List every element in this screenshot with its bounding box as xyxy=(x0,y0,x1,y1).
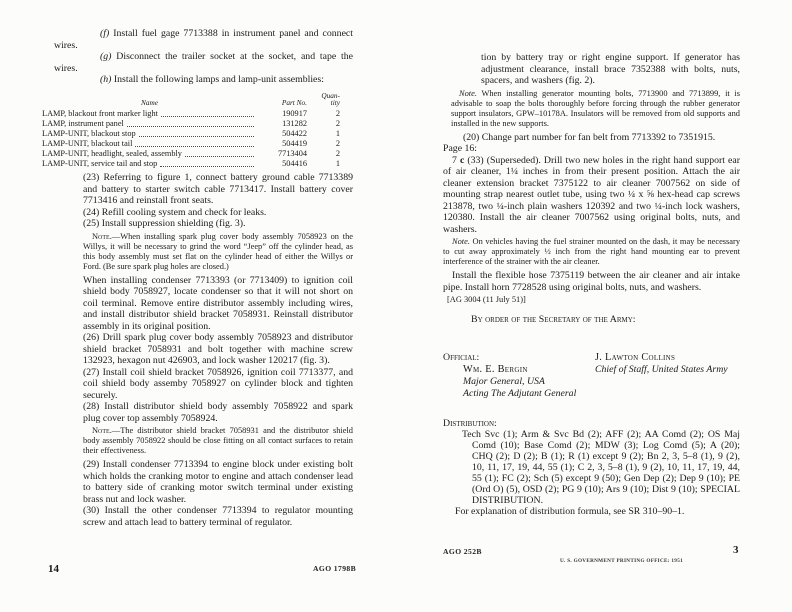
paragraph-25: (25) Install suppression shielding (fig. 3). xyxy=(83,218,246,230)
paragraph-20: (20) Change part number for fan belt from 7713392 to 7351915. xyxy=(463,131,716,143)
chief-of-staff-name: J. Lawton Collins xyxy=(595,351,676,363)
paragraph-condenser: When installing condenser 7713393 (or 7713409) to ignition coil shield body 7058927, locate condenser so that it will not short on coil terminal. Remove entire distributor assembly including wires, and install distributor shield bracket 7058931. Reinstall distributor assembly in its original position. xyxy=(83,274,353,332)
part-name: LAMP-UNIT, service tail and stop xyxy=(42,159,158,169)
table-row xyxy=(42,159,340,169)
dot-leader xyxy=(160,159,254,167)
part-name: LAMP, instrument panel xyxy=(42,119,124,129)
paragraph-27: (27) Install coil shield bracket 7058926, ignition coil 7713377, and coil shield body assemby 7058927 on cylinder block and tighten securely. xyxy=(83,366,353,401)
part-qty: 1 xyxy=(335,159,340,169)
distribution-list: Tech Svc (1); Arm & Svc Bd (2); AFF (2); AA Comd (2); OS Maj Comd (10); Base Comd (2); MDW (3); Log Comd (5); A (20); CHQ (2); D (2); B (1); R (1) except 9 (2); Bn 2, 3, 5–8 (1), 9 (2), 10, 11, 17, 19, 44, 55 (1); C 2, 3, 5–8 (1), 9 (2), 10, 11, 17, 19, 44, 55 (1); FC (2); Sch (5) except 9 (50); Gen Dep (2); Dep 9 (10); PE (Ord O) (5), OSD (2); PG 9 (10); Ars 9 (10); Dist 9 (10); SPECIAL DISTRIBUTION. xyxy=(462,429,740,506)
col-header-part-no: Part No. xyxy=(281,98,307,108)
note-distributor-shield xyxy=(83,426,353,456)
para-number: 7 xyxy=(452,154,457,166)
para-letter: c xyxy=(459,154,465,166)
lamp-parts-table xyxy=(42,92,340,170)
col-header-name: Name xyxy=(140,98,159,108)
sub-item-f xyxy=(54,28,353,51)
note-label: Note.— xyxy=(92,426,121,436)
ag-reference-line: [AG 3004 (11 July 51)] xyxy=(447,295,526,304)
part-number: 504419 xyxy=(282,139,307,149)
part-number: 190917 xyxy=(282,109,307,119)
dot-leader xyxy=(185,149,254,157)
paragraph-flexible-hose: Install the flexible hose 7375119 between the air cleaner and air intake pipe. Install horn 7728528 using original bolts, nuts, and washers. xyxy=(443,270,740,293)
distribution-heading: Distribution: xyxy=(443,417,497,429)
part-number: 504422 xyxy=(282,129,307,139)
paragraph-30: (30) Install the other condenser 7713394 to regulator mounting screw and attach lead to battery terminal of regulator. xyxy=(83,505,353,528)
para-text: (33) (Superseded). Drill two new holes in the right hand support ear of air cleaner, 1¼ inches in from their present position. Attach the air cleaner extension bracket 7375122 to air cleaner 7007562 on side of mounting strap nearest outlet tube, using two ¼ x ⅝ hex-head cap screws 213878, two ¼-inch plain washers 120392 and two ¼-inch lock washers, 120380. Install the air cleaner 7007562 using original bolts, nuts, and washers. xyxy=(443,154,740,235)
paragraph-7c33 xyxy=(443,155,740,236)
official-title-1: Major General, USA xyxy=(463,375,545,387)
note-text: On vehicles having the fuel strainer mounted on the dash, it may be necessary to cut away approximately ½ inch from the right hand mounting ear to prevent interference of the strainer with the air cleaner. xyxy=(443,237,741,266)
sub-item-h xyxy=(54,74,353,86)
left-page xyxy=(42,28,353,528)
part-name: LAMP, blackout front marker light xyxy=(42,109,158,119)
dot-leader xyxy=(135,139,254,147)
official-label: Official: xyxy=(443,351,480,363)
table-row xyxy=(42,149,340,159)
signature-block xyxy=(443,352,740,400)
note-spark-plug xyxy=(83,232,353,272)
part-name: LAMP-UNIT, blackout stop xyxy=(42,129,136,139)
chief-of-staff-title: Chief of Staff, United States Army xyxy=(595,363,728,375)
part-qty: 2 xyxy=(335,149,340,159)
item-text: Install the following lamps and lamp-unit assemblies: xyxy=(113,74,324,85)
dot-leader xyxy=(161,109,254,117)
table-row xyxy=(42,119,340,129)
left-page-number: 14 xyxy=(48,563,59,575)
part-number: 131282 xyxy=(282,119,307,129)
table-row xyxy=(42,109,340,119)
official-title-2: Acting The Adjutant General xyxy=(463,387,577,399)
col-header-quantity: Quan-tity xyxy=(321,90,340,108)
paragraph-29: (29) Install condenser 7713394 to engine block under existing bolt which holds the cranking motor to engine and attach condenser lead to battery side of cranking motor switch terminal under existing brass nut and lock washer. xyxy=(83,459,353,505)
note-fuel-strainer xyxy=(443,237,740,267)
part-qty: 1 xyxy=(335,129,340,139)
official-name: Wm. E. Bergin xyxy=(463,363,528,375)
note-text: When installing spark plug cover body assembly 7058923 on the Willys, it will be necessary to grind the word “Jeep” off the cylinder head, as this body assembly must set flat on the cylinder head of either the Willys or Ford. (Be sure spark plug holes are closed.) xyxy=(83,231,353,271)
item-text: Install fuel gage 7713388 in instrument panel and connect wires. xyxy=(54,28,353,51)
part-number: 7713404 xyxy=(277,149,307,159)
note-label: Note. xyxy=(452,237,470,246)
left-ago-number: AGO 1798B xyxy=(313,564,357,573)
paragraph-26: (26) Drill spark plug cover body assembly 7058923 and distributor shield bracket 7058931 and bolt together with machine screw 132923, hexagon nut 426903, and lock washer 120217 (fig. 3). xyxy=(83,332,353,367)
note-text: The distributor shield bracket 7058931 and the distributor shield body assembly 7058922 should be close fitting on all contact surfaces to retain their effectiveness. xyxy=(83,426,353,456)
table-row xyxy=(42,139,340,149)
sub-item-g xyxy=(54,51,353,74)
part-qty: 2 xyxy=(335,109,340,119)
page-16-heading: Page 16: xyxy=(443,143,478,154)
part-number: 504416 xyxy=(282,159,307,169)
paragraph-24: (24) Refill cooling system and check for leaks. xyxy=(83,206,267,218)
spacer xyxy=(595,376,740,388)
part-qty: 2 xyxy=(335,139,340,149)
part-name: LAMP-UNIT, headlight, sealed, assembly xyxy=(42,149,182,159)
note-text: When installing generator mounting bolts, 7713900 and 7713899, it is advisable to soap the bolts thoroughly before forcing through the rubber generator support insulators, GPW–10178A. Insulators will be removed from old supports and installed in the new supports. xyxy=(451,88,740,128)
paragraph-28: (28) Install distributor shield body assembly 7058922 and spark plug cover top assembly 7058924. xyxy=(83,401,353,424)
item-letter: (f) xyxy=(100,28,110,39)
printing-office-imprint: U. S. GOVERNMENT PRINTING OFFICE: 1951 xyxy=(560,558,683,564)
distribution-formula-note: For explanation of distribution formula, see SR 310–90–1. xyxy=(455,506,685,517)
right-ago-number: AGO 252B xyxy=(443,547,482,556)
numbered-item-list xyxy=(83,172,353,528)
part-name: LAMP-UNIT, blackout tail xyxy=(42,139,133,149)
dot-leader xyxy=(139,129,254,137)
spacer xyxy=(595,388,740,400)
table-row xyxy=(42,129,340,139)
right-page xyxy=(443,52,740,518)
table-header-row xyxy=(42,92,340,108)
right-page-number: 3 xyxy=(733,544,739,556)
item-text: Disconnect the trailer socket at the socket, and tape the wires. xyxy=(54,51,354,74)
continuation-paragraph: tion by battery tray or right engine support. If generator has adjustment clearance, install brace 7352388 with bolts, nuts, spacers, and washers (fig. 2). xyxy=(481,52,740,86)
note-label: Note. xyxy=(459,88,477,98)
dot-leader xyxy=(127,119,254,127)
note-label: Note.— xyxy=(92,231,121,241)
item-letter: (h) xyxy=(100,74,112,85)
by-order-heading: By order of the Secretary of the Army: xyxy=(471,314,636,325)
part-qty: 2 xyxy=(335,119,340,129)
note-generator-bolts xyxy=(451,89,740,129)
item-letter: (g) xyxy=(100,51,112,62)
sub-item-list xyxy=(54,28,353,86)
paragraph-23: (23) Referring to figure 1, connect battery ground cable 7713389 and battery to starter switch cable 7713417. Install battery cover 7713416 and reinstall front seats. xyxy=(83,172,353,207)
